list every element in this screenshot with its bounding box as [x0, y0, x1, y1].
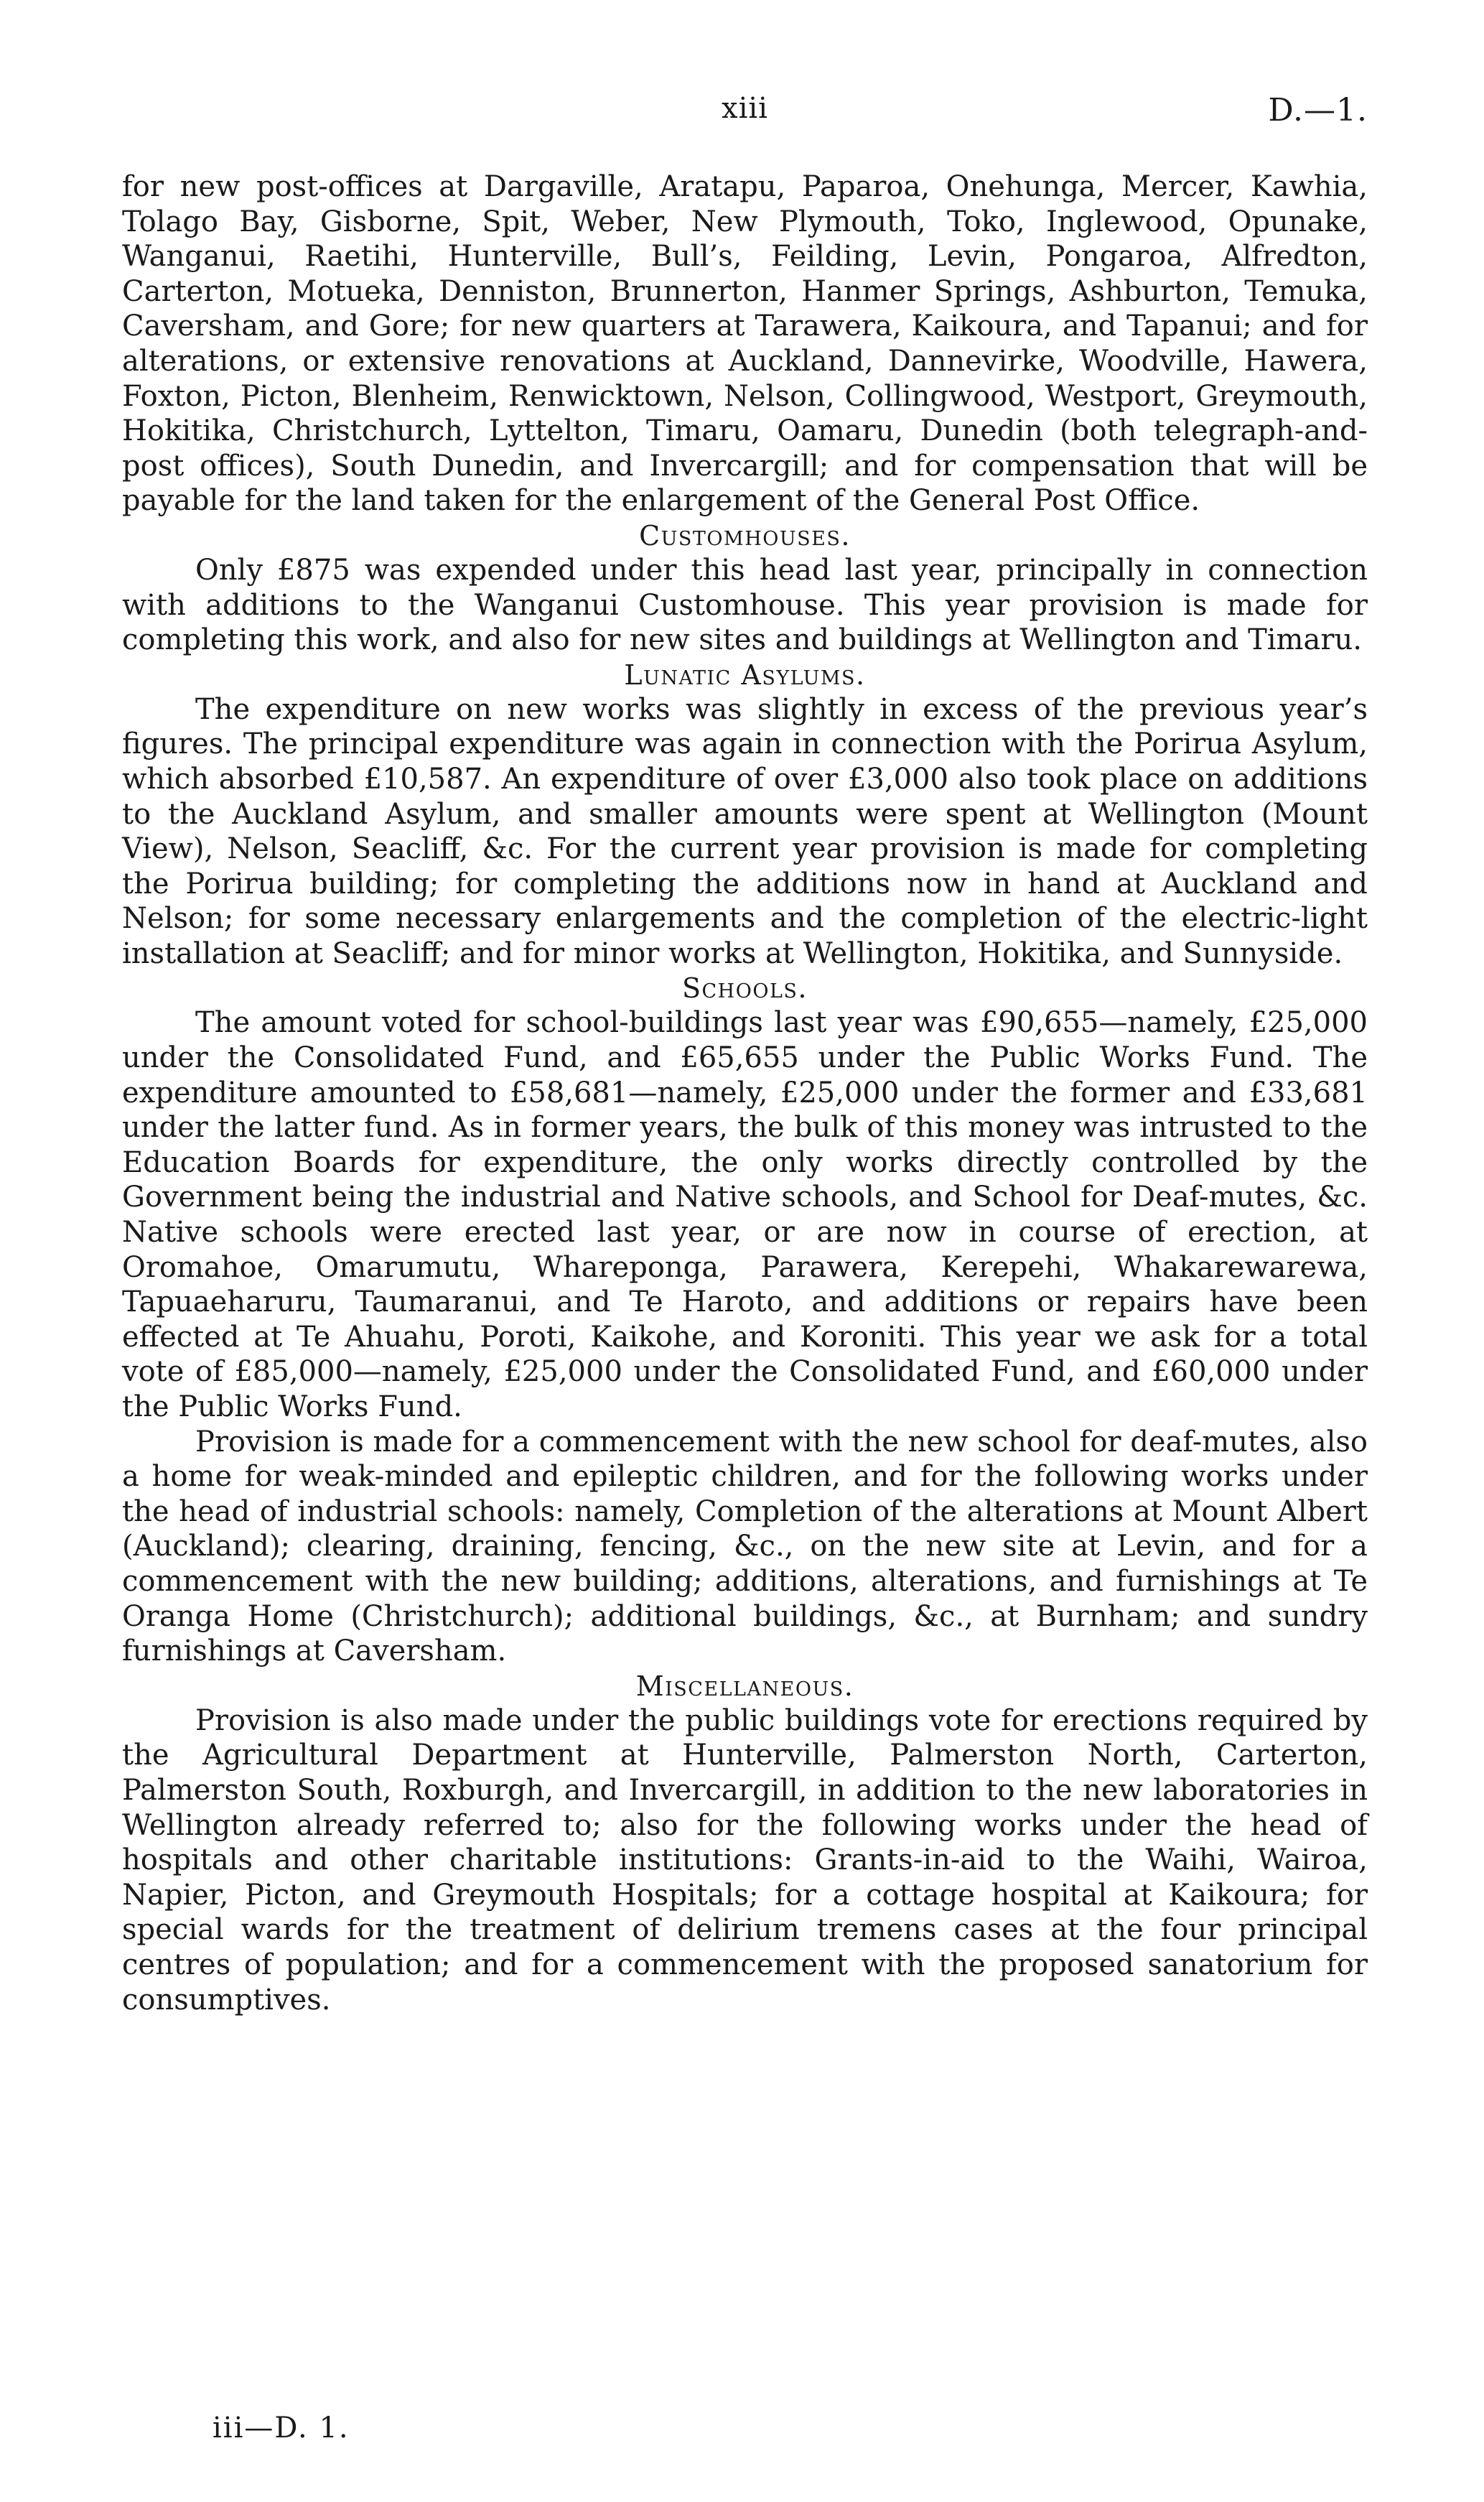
miscellaneous-paragraph: Provision is also made under the public buildings vote for erections required by the Agricultural Department at Hunterville, Palmerston North, Carterton, Palmerston South, Roxburgh, and Invercargill, in addition to the new laboratories in Wellington already referred to; also for the following works under the head of hospitals and other charitable institutions: Grants-in-aid to the Waihi, Wairoa, Napier, Picton, and Greymouth Hospitals; for a cottage hospital at Kaikoura; for special wards for the treatment of delirium tremens cases at the four principal centres of population; and for a commencement with the proposed sanatorium for consumptives. [122, 1703, 1368, 2017]
signature-mark: iii—D. 1. [213, 2412, 350, 2445]
heading-customhouses: Customhouses. [639, 519, 851, 552]
heading-miscellaneous: Miscellaneous. [635, 1670, 854, 1702]
heading-schools: Schools. [681, 972, 808, 1005]
body-text [122, 169, 1368, 2017]
customhouses-paragraph: Only £875 was expended under this head last year, principally in connection with additions to the Wanganui Customhouse. This year provision is made for completing this work, and also for new sites and buildings at Wellington and Timaru. [122, 553, 1368, 657]
schools-paragraph-2: Provision is made for a commencement with the new school for deaf-mutes, also a home for weak-minded and epileptic children, and for the following works under the head of industrial schools: namely, Completion of the alterations at Mount Albert (Auckland); clearing, draining, fencing, &c., on the new site at Levin, and for a commencement with the new building; additions, alterations, and furnishings at Te Oranga Home (Christchurch); additional buildings, &c., at Burnham; and sundry furnishings at Caversham. [122, 1425, 1368, 1668]
page-number: xiii [722, 92, 768, 125]
heading-lunatic-asylums: Lunatic Asylums. [624, 659, 866, 691]
page-header [122, 92, 1368, 135]
document-reference: D.—1. [1268, 92, 1368, 129]
intro-paragraph: for new post-offices at Dargaville, Aratapu, Paparoa, Onehunga, Mercer, Kawhia, Tolago Bay, Gisborne, Spit, Weber, New Plymouth, Toko, Inglewood, Opunake, Wanganui, Raetihi, Hunterville, Bull’s, Feilding, Levin, Pongaroa, Alfredton, Carterton, Motueka, Denniston, Brunnerton, Hanmer Springs, Ashburton, Temuka, Caversham, and Gore; for new quarters at Tarawera, Kaikoura, and Tapanui; and for alterations, or extensive renovations at Auckland, Dannevirke, Woodville, Hawera, Foxton, Picton, Blenheim, Renwicktown, Nelson, Collingwood, Westport, Greymouth, Hokitika, Christchurch, Lyttelton, Timaru, Oamaru, Dunedin (both telegraph-and-post offices), South Dunedin, and Invercargill; and for compensation that will be payable for the land taken for the enlargement of the General Post Office. [122, 170, 1368, 518]
lunatic-asylums-paragraph: The expenditure on new works was slightly in excess of the previous year’s figures. The principal expenditure was again in connection with the Porirua Asylum, which absorbed £10,587. An expenditure of over £3,000 also took place on additions to the Auckland Asylum, and smaller amounts were spent at Wellington (Mount View), Nelson, Seacliff, &c. For the current year provision is made for completing the Porirua building; for completing the additions now in hand at Auckland and Nelson; for some necessary enlargements and the completion of the electric-light installation at Seacliff; and for minor works at Wellington, Hokitika, and Sunnyside. [122, 692, 1368, 970]
schools-paragraph-1: The amount voted for school-buildings last year was £90,655—namely, £25,000 under the Consolidated Fund, and £65,655 under the Public Works Fund. The expenditure amounted to £58,681—namely, £25,000 under the former and £33,681 under the latter fund. As in former years, the bulk of this money was intrusted to the Education Boards for expenditure, the only works directly controlled by the Government being the industrial and Native schools, and School for Deaf-mutes, &c. Native schools were erected last year, or are now in course of erection, at Oromahoe, Omarumutu, Whareponga, Parawera, Kerepehi, Whakarewarewa, Tapuaeharuru, Taumaranui, and Te Haroto, and additions or repairs have been effected at Te Ahuahu, Poroti, Kaikohe, and Koroniti. This year we ask for a total vote of £85,000—namely, £25,000 under the Consolidated Fund, and £60,000 under the Public Works Fund. [122, 1006, 1368, 1423]
